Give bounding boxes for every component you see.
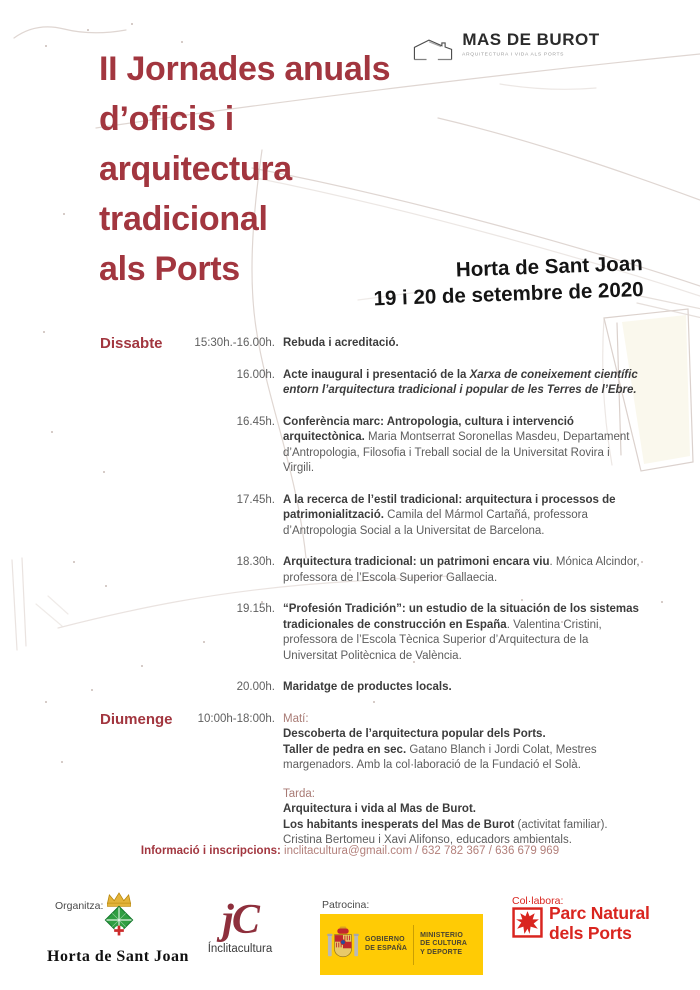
brand-tagline: ARQUITECTURA I VIDA ALS PORTS	[462, 51, 565, 57]
poster-title	[99, 44, 390, 294]
organizer-name: Horta de Sant Joan	[47, 948, 189, 965]
schedule-row	[100, 368, 641, 399]
event-title: Los habitants inesperats del Mas de Burot	[283, 818, 515, 831]
house-icon	[412, 36, 454, 62]
event-title-italic: Xarxa de coneixement científic entorn l’arquitectura tradicional i popular de les Terres de l’Ebre.	[283, 368, 638, 396]
spain-coat-of-arms-icon	[327, 926, 359, 964]
time-slot: 17.45h.	[236, 493, 275, 506]
event-location: Horta de Sant Joan	[455, 252, 643, 282]
event-description	[283, 555, 641, 586]
schedule	[100, 336, 641, 865]
event-speakers: Gatano Blanch i Jordi Colat, Mestres margenadors. Amb la col·laboració de la Fundació el Solà.	[283, 743, 597, 771]
organizer-label: Organitza:	[55, 900, 104, 912]
event-title: Arquitectura i vida al Mas de Burot.	[283, 803, 476, 815]
collaborator-name: Parc Natural dels Ports	[549, 903, 650, 943]
horta-coat-of-arms	[96, 891, 142, 949]
time-slot: 18.30h.	[236, 556, 275, 568]
schedule-row	[100, 493, 641, 540]
event-speakers: (activitat familiar). Cristina Bertomeu i Xavi Alifonso, educadors ambientals.	[283, 818, 608, 846]
event-title: Maridatge de productes locals.	[283, 681, 452, 693]
event-title: “Profesión Tradición”: un estudio de la situación de los sistemas tradicionales de construcción en España	[283, 603, 639, 631]
afternoon-block	[283, 787, 641, 849]
time-slot: 16.45h.	[236, 415, 275, 428]
title-line: d’oficis i	[99, 100, 234, 138]
event-title: Taller de pedra en sec.	[283, 743, 407, 756]
event-description	[283, 493, 641, 540]
day-label-dissabte: Dissabte	[100, 335, 163, 352]
event-speakers: . Valentina Cristini, professora de l’Escola Tècnica Superior d’Arquitectura de la Universitat Politècnica de València.	[283, 618, 602, 662]
title-line: II Jornades anuals	[99, 50, 391, 88]
ministry-text: MINISTERIO DE CULTURA Y DEPORTE	[420, 931, 468, 956]
inclitacultura-name: Ínclitacultura	[207, 943, 273, 955]
schedule-row	[100, 555, 641, 586]
title-line: tradicional	[99, 200, 268, 238]
contact-value: inclitacultura@gmail.com / 632 782 367 / 636 679 969	[284, 845, 560, 857]
event-dates: 19 i 20 de setembre de 2020	[373, 277, 644, 311]
title-line: arquitectura	[99, 150, 292, 188]
time-slot: 10:00h-18:00h.	[197, 712, 275, 725]
schedule-row	[100, 415, 641, 477]
parc-natural-leaf-icon	[512, 907, 543, 938]
schedule-row	[100, 336, 641, 352]
schedule-row	[100, 602, 641, 664]
mas-de-burot-logo	[412, 30, 648, 62]
time-slot: 19.15h.	[236, 603, 275, 615]
event-title: Conferència marc: Antropologia, cultura i intervenció arquitectònica.	[283, 415, 574, 443]
day-label-diumenge: Diumenge	[100, 710, 173, 728]
government-text: GOBIERNO DE ESPAÑA	[365, 936, 408, 952]
event-title: Arquitectura tradicional: un patrimoni encara viu	[283, 556, 550, 568]
event-description	[283, 602, 641, 664]
schedule-row	[100, 680, 641, 696]
event-speakers: Maria Montserrat Soronellas Masdeu, Departament d’Antropologia, Filosofia i Treball social de la Universitat Rovira i Virgili.	[283, 431, 630, 474]
afternoon-heading: Tarda:	[283, 787, 315, 800]
schedule-row	[100, 712, 641, 849]
event-title: Rebuda i acreditació.	[283, 337, 399, 349]
brand-name: MAS DE BUROT	[462, 30, 600, 49]
event-when	[372, 251, 644, 312]
time-slot: 16.00h.	[236, 368, 275, 381]
inclitacultura-logo	[203, 899, 277, 955]
morning-heading: Matí:	[283, 712, 309, 725]
event-speakers: . Mónica Alcindor, professora de l’Escola Superior Gallaecia.	[283, 556, 640, 584]
event-title: A la recerca de l’estil tradicional: arquitectura i processos de patrimonialització.	[283, 493, 616, 521]
time-slot: 20.00h.	[236, 681, 275, 693]
event-description	[283, 712, 641, 849]
event-description	[283, 680, 641, 696]
contact-label: Informació i inscripcions:	[140, 845, 281, 857]
gobierno-de-espana-logo	[320, 914, 483, 975]
event-description	[283, 368, 641, 399]
event-title: Acte inaugural i presentació de la	[283, 368, 470, 381]
inclitacultura-glyph-icon: jC	[222, 897, 258, 943]
collaborator-label: Col·labora:	[512, 895, 564, 907]
event-speakers: Camila del Mármol Cartañá, professora d’Antropologia Social a la Universitat de Barcelona.	[283, 509, 588, 537]
contact-line	[0, 845, 700, 857]
time-slot: 15:30h.-16.00h.	[194, 337, 275, 349]
title-line: als Ports	[99, 250, 240, 288]
sponsor-label: Patrocina:	[322, 899, 370, 911]
event-description	[283, 415, 641, 477]
event-title: Descoberta de l’arquitectura popular dels Ports.	[283, 728, 546, 740]
event-description	[283, 336, 641, 352]
